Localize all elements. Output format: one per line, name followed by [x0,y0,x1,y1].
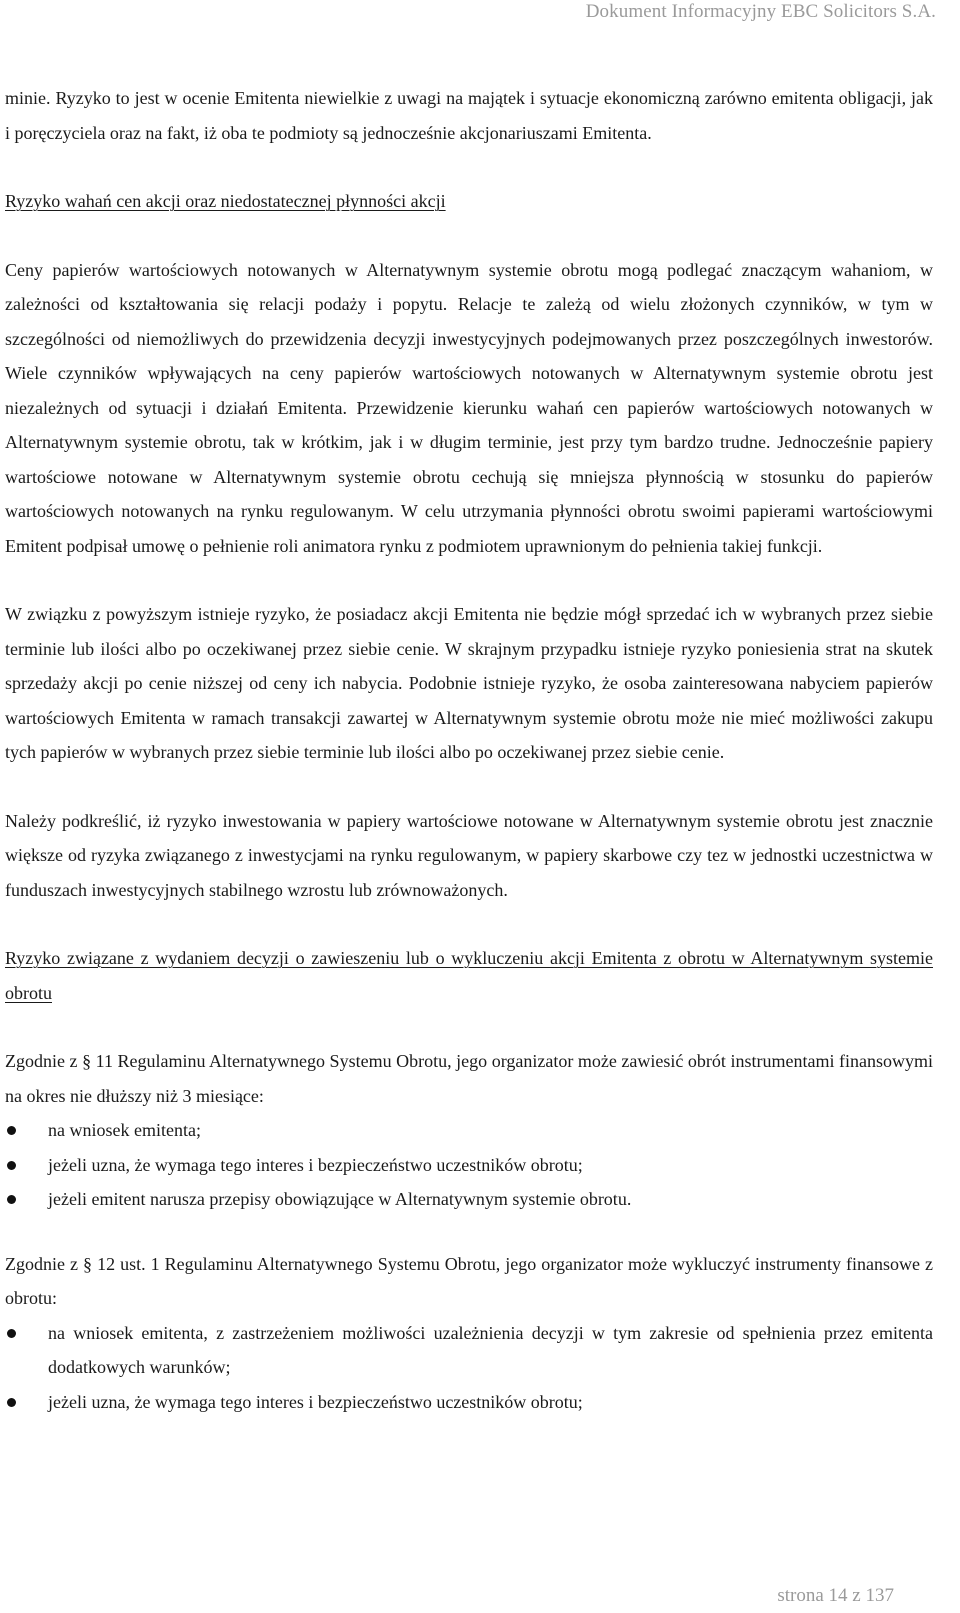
bullet-icon [7,1398,16,1407]
bullet-icon [7,1195,16,1204]
section-heading-suspension: Ryzyko związane z wydaniem decyzji o zawieszeniu lub o wykluczeniu akcji Emitenta z obrotu w Alternatywnym systemie obrotu [5,948,933,1003]
list-item: jeżeli emitent narusza przepisy obowiązujące w Alternatywnym systemie obrotu. [5,1182,933,1217]
document-body [5,81,933,1419]
list-item: jeżeli uzna, że wymaga tego interes i bezpieczeństwo uczestników obrotu; [5,1148,933,1183]
list-item: na wniosek emitenta, z zastrzeżeniem możliwości uzależnienia decyzji w tym zakresie od spełnienia przez emitenta dodatkowych warunków; [5,1316,933,1385]
paragraph-exclusion-rules: Zgodnie z § 12 ust. 1 Regulaminu Alternatywnego Systemu Obrotu, jego organizator może wykluczyć instrumenty finansowe z obrotu: [5,1253,933,1308]
bullet-icon [7,1329,16,1338]
list-item: na wniosek emitenta; [5,1113,933,1148]
paragraph-continuation: minie. Ryzyko to jest w ocenie Emitenta niewielkie z uwagi na majątek i sytuacje ekonomiczną zarówno emitenta obligacji, jak i poręczyciela oraz na fakt, iż oba te podmioty są jednocześnie akcjonariuszami Emitenta. [5,88,933,143]
exclusion-conditions-list [5,1316,933,1420]
bullet-icon [7,1126,16,1135]
section-heading-price-volatility: Ryzyko wahań cen akcji oraz niedostatecznej płynności akcji [5,191,446,211]
document-header: Dokument Informacyjny EBC Solicitors S.A. [585,1,936,22]
bullet-icon [7,1161,16,1170]
paragraph-investment-risk: Należy podkreślić, iż ryzyko inwestowania w papiery wartościowe notowane w Alternatywnym systemie obrotu jest znacznie większe od ryzyka związanego z inwestycjami na rynku regulowanym, w papiery skarbowe czy tez w jednostki uczestnictwa w funduszach inwestycyjnych stabilnego wzrostu lub zrównoważonych. [5,810,933,900]
suspension-conditions-list [5,1113,933,1217]
page-number: strona 14 z 137 [777,1585,894,1606]
paragraph-liquidity-risk: W związku z powyższym istnieje ryzyko, że posiadacz akcji Emitenta nie będzie mógł sprzedać ich w wybranych przez siebie terminie lub ilości albo po oczekiwanej przez siebie cenie. W skrajnym przypadku istnieje ryzyko poniesienia strat na skutek sprzedaży akcji po cenie niższej od ceny ich nabycia. Podobnie istnieje ryzyko, że osoba zainteresowana nabyciem papierów wartościowych Emitenta w ramach transakcji zawartej w Alternatywnym systemie obrotu może nie mieć możliwości zakupu tych papierów w wybranych przez siebie terminie lub ilości albo po oczekiwanej przez siebie cenie. [5,604,933,762]
paragraph-price-volatility: Ceny papierów wartościowych notowanych w Alternatywnym systemie obrotu mogą podlegać znaczącym wahaniom, w zależności od kształtowania się relacji podaży i popytu. Relacje te zależą od wielu złożonych czynników, w tym w szczególności od niemożliwych do przewidzenia decyzji inwestycyjnych podejmowanych przez poszczególnych inwestorów. Wiele czynników wpływających na ceny papierów wartościowych notowanych w Alternatywnym systemie obrotu jest niezależnych od sytuacji i działań Emitenta. Przewidzenie kierunku wahań cen papierów wartościowych notowanych w Alternatywnym systemie obrotu, tak w krótkim, jak i w długim terminie, jest przy tym bardzo trudne. Jednocześnie papiery wartościowe notowane w Alternatywnym systemie obrotu cechują się mniejsza płynnością w stosunku do papierów wartościowych notowanych na rynku regulowanym. W celu utrzymania płynności obrotu swoimi papierami wartościowymi Emitent podpisał umowę o pełnienie roli animatora rynku z podmiotem uprawnionym do pełnienia takiej funkcji. [5,259,933,556]
list-item: jeżeli uzna, że wymaga tego interes i bezpieczeństwo uczestników obrotu; [5,1385,933,1420]
paragraph-suspension-rules: Zgodnie z § 11 Regulaminu Alternatywnego Systemu Obrotu, jego organizator może zawiesić obrót instrumentami finansowymi na okres nie dłuższy niż 3 miesiące: [5,1051,933,1106]
